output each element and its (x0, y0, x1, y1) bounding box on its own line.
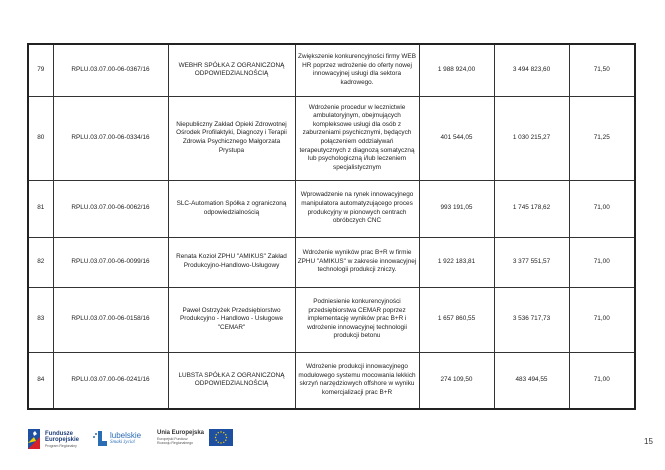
ue-line3: Rozwoju Regionalnego (157, 440, 193, 445)
lubelskie-logo-icon (92, 429, 108, 447)
cell-total: 1 030 215,27 (494, 96, 569, 180)
eu-flag-icon (209, 429, 233, 446)
cell-number: RPLU.03.07.00-06-0099/16 (53, 237, 168, 287)
cell-title: Wprowadzenie na rynek innowacyjnego manipulatora automatyzującego proces produkcyjny w pionowych centrach obróbczych CNC (295, 180, 419, 237)
cell-score: 71,00 (569, 180, 635, 237)
cell-title: Podniesienie konkurencyjności przedsiębiorstwa CEMAR poprzez implementację wyników prac B+R i wdrożenie innowacyjnej technologii produkcji betonu (295, 287, 419, 352)
cell-score: 71,00 (569, 237, 635, 287)
logo-lubelskie (92, 429, 141, 447)
ue-line2: Europejski Fundusz (157, 436, 188, 441)
lubelskie-name: lubelskie (110, 431, 142, 440)
cell-number: RPLU.03.07.00-06-0334/16 (53, 96, 168, 180)
cell-beneficiary: Renata Kozioł ZPHU "AMIKUS" Zakład Produkcyjno-Handlowo-Usługowy (168, 237, 295, 287)
fe-line3: Program Regionalny (45, 443, 77, 448)
table-row (28, 352, 635, 409)
eu-star (220, 431, 221, 432)
cell-lp: 79 (28, 44, 53, 96)
eu-star (220, 442, 221, 443)
eu-star (216, 440, 217, 441)
cell-beneficiary: LUBSTA SPÓŁKA Z OGRANICZONĄ ODPOWIEDZIALNOŚCIĄ (168, 352, 295, 409)
cell-funding: 1 922 183,81 (419, 237, 494, 287)
eu-star (226, 437, 227, 438)
cell-beneficiary: Paweł Ostrzyżek Przedsiębiorstwo Produkcyjno - Handlowo - Usługowe "CEMAR" (168, 287, 295, 352)
fe-line2: Europejskie (45, 437, 80, 443)
table-row (28, 287, 635, 352)
cell-lp: 83 (28, 287, 53, 352)
fe-line1: Fundusze (45, 430, 73, 437)
cell-funding: 993 191,05 (419, 180, 494, 237)
table-row (28, 180, 635, 237)
eu-star (216, 434, 217, 435)
cell-beneficiary: Niepubliczny Zakład Opieki Zdrowotnej Ośrodek Profilaktyki, Diagnozy i Terapii Zdrowia Psychicznego Małgorzata Prystupa (168, 96, 295, 180)
fe-logo-icon (28, 429, 42, 449)
cell-lp: 82 (28, 237, 53, 287)
cell-score: 71,50 (569, 44, 635, 96)
cell-score: 71,25 (569, 96, 635, 180)
cell-number: RPLU.03.07.00-06-0062/16 (53, 180, 168, 237)
eu-star (218, 432, 219, 433)
cell-total: 483 494,55 (494, 352, 569, 409)
cell-funding: 401 544,05 (419, 96, 494, 180)
logo-fundusze-europejskie (28, 429, 79, 449)
cell-title: Wdrożenie produkcji innowacyjnego modułowego systemu mocowania lekkich skrzyń narzędziowych offshore w wyniku komercjalizacji prac B+R (295, 352, 419, 409)
eu-star (225, 440, 226, 441)
table-row (28, 96, 635, 180)
logo-unia-europejska (157, 429, 233, 446)
cell-total: 3 494 823,60 (494, 44, 569, 96)
cell-total: 3 377 551,57 (494, 237, 569, 287)
cell-score: 71,00 (569, 352, 635, 409)
cell-title: Zwiększenie konkurencyjności firmy WEB HR poprzez wdrożenie do oferty nowej innowacyjnej usługi dla sektora kadrowego. (295, 44, 419, 96)
cell-beneficiary: SLC-Automation Spółka z ograniczoną odpowiedzialnością (168, 180, 295, 237)
cell-lp: 84 (28, 352, 53, 409)
cell-lp: 81 (28, 180, 53, 237)
cell-funding: 274 109,50 (419, 352, 494, 409)
page-number: 15 (644, 437, 653, 446)
cell-funding: 1 988 924,00 (419, 44, 494, 96)
cell-lp: 80 (28, 96, 53, 180)
cell-number: RPLU.03.07.00-06-0158/16 (53, 287, 168, 352)
projects-table (27, 43, 636, 410)
cell-number: RPLU.03.07.00-06-0241/16 (53, 352, 168, 409)
footer (0, 425, 665, 465)
eu-star (225, 434, 226, 435)
cell-total: 3 536 717,73 (494, 287, 569, 352)
eu-star (223, 442, 224, 443)
cell-total: 1 745 178,62 (494, 180, 569, 237)
cell-beneficiary: WEBHR SPÓŁKA Z OGRANICZONĄ ODPOWIEDZIALNOŚCIĄ (168, 44, 295, 96)
table-row (28, 237, 635, 287)
table-row (28, 44, 635, 96)
cell-title: Wdrożenie wyników prac B+R w firmie ZPHU "AMIKUS" w zakresie innowacyjnej technologii produkcji zniczy. (295, 237, 419, 287)
eu-star (215, 437, 216, 438)
ue-line1: Unia Europejska (157, 430, 205, 437)
eu-star (218, 442, 219, 443)
cell-score: 71,00 (569, 287, 635, 352)
lubelskie-slogan: Smaki życia! (110, 440, 136, 445)
cell-funding: 1 657 860,55 (419, 287, 494, 352)
cell-title: Wdrożenie procedur w lecznictwie ambulatoryjnym, obejmujących kompleksowe usługi dla osób z zaburzeniami psychicznymi, będących połączeniem oddziaływań terapeutycznych z diagnozą somatyczną lub psychologiczną i/lub leczeniem specjalistycznym (295, 96, 419, 180)
eu-star (223, 432, 224, 433)
cell-number: RPLU.03.07.00-06-0367/16 (53, 44, 168, 96)
